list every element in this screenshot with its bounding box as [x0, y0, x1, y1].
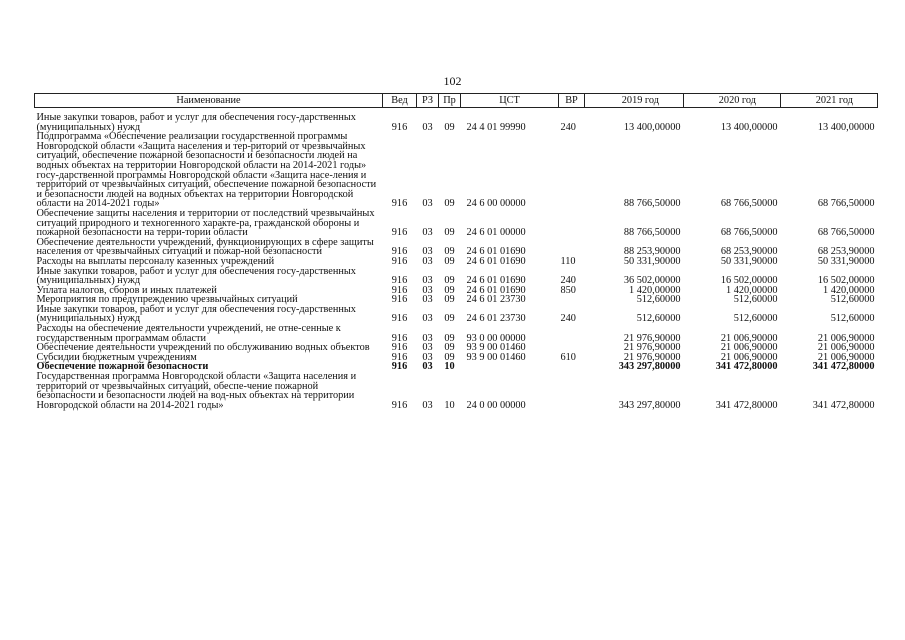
- table-row: [35, 209, 878, 238]
- table-cell-2020: 1 420,00000: [726, 284, 778, 296]
- table-cell-ved: 916: [391, 294, 408, 306]
- table-cell-2020: 68 766,50000: [720, 198, 778, 210]
- table-cell-2020: 50 331,90000: [720, 255, 778, 267]
- table-cell-2019: 13 400,00000: [623, 121, 681, 133]
- table-cell-cst: 24 6 01 23730: [466, 294, 526, 306]
- table-cell-pr: 09: [444, 255, 455, 267]
- table-cell-name: Государственная программа Новгородской области «Защита населения и территорий от чрезвычайных ситуаций, обеспе-чение пожарной безопасности и безопасности людей на вод-ных объектах на территории Новгородской области на 2014-2021 годы»: [36, 371, 357, 411]
- table-row: [35, 113, 878, 132]
- table-cell-vr: [559, 362, 585, 372]
- header-pr: Пр: [439, 94, 461, 108]
- table-cell-cst: 24 6 01 01690: [466, 255, 526, 267]
- table-cell-name: Обеспечение пожарной безопасности: [36, 361, 209, 373]
- table-cell-ved: 916: [391, 342, 408, 354]
- table-cell-2021: 341 472,80000: [812, 361, 875, 373]
- table-cell-vr: [559, 295, 585, 305]
- table-cell-2020: 341 472,80000: [715, 361, 778, 373]
- table-cell-name: Расходы на обеспечение деятельности учреждений, не отне-сенные к государственным программам области: [36, 323, 341, 344]
- budget-table: [34, 93, 878, 410]
- table-cell-name: Субсидии бюджетным учреждениям: [36, 351, 197, 363]
- table-cell-2020: 341 472,80000: [715, 399, 778, 411]
- table-cell-cst: 24 6 01 01690: [466, 275, 526, 287]
- table-cell-pr: 09: [444, 227, 455, 239]
- table-cell-cst: 24 6 01 00000: [466, 227, 526, 239]
- table-cell-2021: 13 400,00000: [817, 121, 875, 133]
- table-cell-ved: 916: [391, 227, 408, 239]
- table-cell-2020: 13 400,00000: [720, 121, 778, 133]
- table-cell-ved: 916: [391, 399, 408, 411]
- header-vr: ВР: [559, 94, 585, 108]
- table-cell-2019: 36 502,00000: [623, 275, 681, 287]
- table-cell-2019: 88 766,50000: [623, 227, 681, 239]
- table-cell-rz: 03: [422, 284, 433, 296]
- table-cell-vr: 850: [560, 284, 576, 296]
- table-cell-name: Обеспечение деятельности учреждений, функционирующих в сфере защиты населения от чрезвычайных ситуаций и пожар-ной безопасности: [36, 236, 374, 258]
- table-cell-pr: 10: [444, 399, 455, 411]
- table-cell-rz: 03: [422, 399, 433, 411]
- table-cell-cst: 24 4 01 99990: [466, 121, 526, 133]
- table-cell-pr: 09: [444, 342, 455, 354]
- table-cell-ved: 916: [391, 275, 408, 287]
- table-cell-vr: 110: [560, 255, 576, 267]
- table-row: [35, 305, 878, 324]
- table-cell-2021: 21 006,90000: [817, 351, 875, 363]
- table-cell-vr: 240: [560, 313, 576, 325]
- table-cell-pr: 09: [444, 275, 455, 287]
- table-cell-cst: 93 0 00 00000: [466, 332, 526, 344]
- table-cell-2019: 512,60000: [636, 294, 681, 306]
- table-cell-2019: 343 297,80000: [618, 399, 681, 411]
- table-row: [35, 238, 878, 257]
- table-cell-name: Обеспечение деятельности учреждений по обслуживанию водных объектов: [36, 342, 370, 354]
- table-cell-rz: 03: [422, 275, 433, 287]
- table-cell-vr: [559, 209, 585, 238]
- header-rz: РЗ: [417, 94, 439, 108]
- table-cell-pr: 10: [444, 361, 455, 373]
- table-cell-ved: 916: [391, 121, 408, 133]
- table-cell-vr: [559, 324, 585, 343]
- table-cell-rz: 03: [422, 227, 433, 239]
- table-cell-pr: 09: [444, 351, 455, 363]
- table-cell-2020: 512,60000: [733, 294, 778, 306]
- table-cell-2019: 88 253,90000: [623, 246, 681, 258]
- table-cell-2021: 50 331,90000: [817, 255, 875, 267]
- table-cell-vr: 610: [560, 351, 576, 363]
- page-number: 102: [443, 74, 462, 88]
- table-cell-2021: 16 502,00000: [817, 275, 875, 287]
- table-row: [35, 132, 878, 209]
- table-cell-cst: [461, 362, 559, 372]
- table-cell-cst: 24 6 01 23730: [466, 313, 526, 325]
- table-cell-cst: 24 6 01 01690: [466, 284, 526, 296]
- table-cell-2021: 21 006,90000: [817, 332, 875, 344]
- table-cell-2021: 512,60000: [830, 294, 875, 306]
- table-cell-rz: 03: [422, 198, 433, 210]
- table-cell-vr: 240: [560, 121, 576, 133]
- table-cell-name: Обеспечение защиты населения и территории от последствий чрезвычайных ситуаций природного и техногенного характе-ра, гражданской обороны и пожарной безопасности на терри-тории области: [36, 207, 375, 239]
- table-cell-ved: 916: [391, 246, 408, 258]
- table-cell-ved: 916: [391, 198, 408, 210]
- table-cell-2020: 21 006,90000: [720, 342, 778, 354]
- table-cell-ved: 916: [391, 255, 408, 267]
- table-cell-name: Подпрограмма «Обеспечение реализации государственной программы Новгородской области «Защита населения и тер-риторий от чрезвычайных ситуаций, обеспечение пожарной безопасности и безопасности людей на водных объектах на территории Новгородской области на 2014-2021 годы» госу-дарственной программы Новгородской области «Защита насе-ления и территорий от чрезвычайных ситуаций, обеспечение пожарной безопасности и безопасности людей на водных объектах на территории Новгородской области на 2014-2021 годы»: [36, 131, 377, 210]
- table-cell-2020: 68 766,50000: [720, 227, 778, 239]
- table-cell-2019: 21 976,90000: [623, 351, 681, 363]
- table-cell-vr: 240: [560, 275, 576, 287]
- table-cell-cst: 24 6 00 00000: [466, 198, 526, 210]
- table-cell-2021: 68 253,90000: [817, 246, 875, 258]
- table-cell-pr: 09: [444, 313, 455, 325]
- header-name: Наименование: [35, 94, 383, 108]
- table-cell-2020: 21 006,90000: [720, 351, 778, 363]
- table-cell-ved: 916: [391, 313, 408, 325]
- table-cell-2019: 21 976,90000: [623, 332, 681, 344]
- table-cell-2019: 88 766,50000: [623, 198, 681, 210]
- table-cell-2021: 512,60000: [830, 313, 875, 325]
- table-cell-pr: 09: [444, 246, 455, 258]
- table-cell-2019: 343 297,80000: [618, 361, 681, 373]
- table-cell-2020: 16 502,00000: [720, 275, 778, 287]
- table-cell-2019: 50 331,90000: [623, 255, 681, 267]
- table-cell-2019: 21 976,90000: [623, 342, 681, 354]
- table-cell-ved: 916: [391, 361, 408, 373]
- table-cell-2021: 1 420,00000: [823, 284, 875, 296]
- table-cell-name: Иные закупки товаров, работ и услуг для обеспечения госу-дарственных (муниципальных) нужд: [36, 303, 356, 325]
- table-cell-2020: 21 006,90000: [720, 332, 778, 344]
- table-cell-cst: 24 0 00 00000: [466, 399, 526, 411]
- table-cell-2019: 512,60000: [636, 313, 681, 325]
- table-cell-name: Мероприятия по предупреждению чрезвычайных ситуаций: [36, 294, 298, 306]
- table-cell-2021: 68 766,50000: [817, 198, 875, 210]
- table-cell-2019: 1 420,00000: [629, 284, 681, 296]
- table-cell-2020: 512,60000: [733, 313, 778, 325]
- table-cell-name: Иные закупки товаров, работ и услуг для обеспечения госу-дарственных (муниципальных) нужд: [36, 112, 356, 133]
- table-cell-rz: 03: [422, 313, 433, 325]
- table-row: [35, 372, 878, 410]
- table-header-row: [35, 94, 878, 108]
- header-year-2020: 2020 год: [684, 94, 781, 108]
- table-cell-pr: 09: [444, 284, 455, 296]
- table-cell-cst: 24 6 01 01690: [466, 246, 526, 258]
- table-cell-cst: 93 9 00 01460: [466, 342, 526, 354]
- table-cell-vr: [559, 238, 585, 257]
- table-cell-rz: 03: [422, 121, 433, 133]
- header-cst: ЦСТ: [461, 94, 559, 108]
- table-cell-name: Расходы на выплаты персоналу казенных учреждений: [36, 255, 275, 267]
- table-cell-pr: 09: [444, 294, 455, 306]
- table-cell-pr: 09: [444, 121, 455, 133]
- header-year-2019: 2019 год: [585, 94, 684, 108]
- table-cell-rz: 03: [422, 351, 433, 363]
- table-cell-2021: 68 766,50000: [817, 227, 875, 239]
- table-row: [35, 267, 878, 286]
- table-body: [35, 108, 878, 411]
- table-cell-ved: 916: [391, 332, 408, 344]
- table-cell-rz: 03: [422, 332, 433, 344]
- table-cell-ved: 916: [391, 351, 408, 363]
- table-cell-pr: 09: [444, 198, 455, 210]
- table-cell-rz: 03: [422, 255, 433, 267]
- header-ved: Вед: [383, 94, 417, 108]
- table-cell-name: Иные закупки товаров, работ и услуг для обеспечения госу-дарственных (муниципальных) нужд: [36, 265, 356, 287]
- table-row: [35, 324, 878, 343]
- table-cell-ved: 916: [391, 284, 408, 296]
- table-cell-rz: 03: [422, 246, 433, 258]
- table-cell-name: Уплата налогов, сборов и иных платежей: [36, 284, 217, 296]
- table-cell-cst: 93 9 00 01460: [466, 351, 526, 363]
- table-cell-2021: 341 472,80000: [812, 399, 875, 411]
- header-year-2021: 2021 год: [781, 94, 878, 108]
- table-cell-rz: 03: [422, 294, 433, 306]
- table-cell-2021: 21 006,90000: [817, 342, 875, 354]
- table-cell-vr: [559, 132, 585, 209]
- table-cell-2020: 68 253,90000: [720, 246, 778, 258]
- table-cell-rz: 03: [422, 361, 433, 373]
- table-cell-vr: [559, 372, 585, 410]
- table-cell-rz: 03: [422, 342, 433, 354]
- table-cell-pr: 09: [444, 332, 455, 344]
